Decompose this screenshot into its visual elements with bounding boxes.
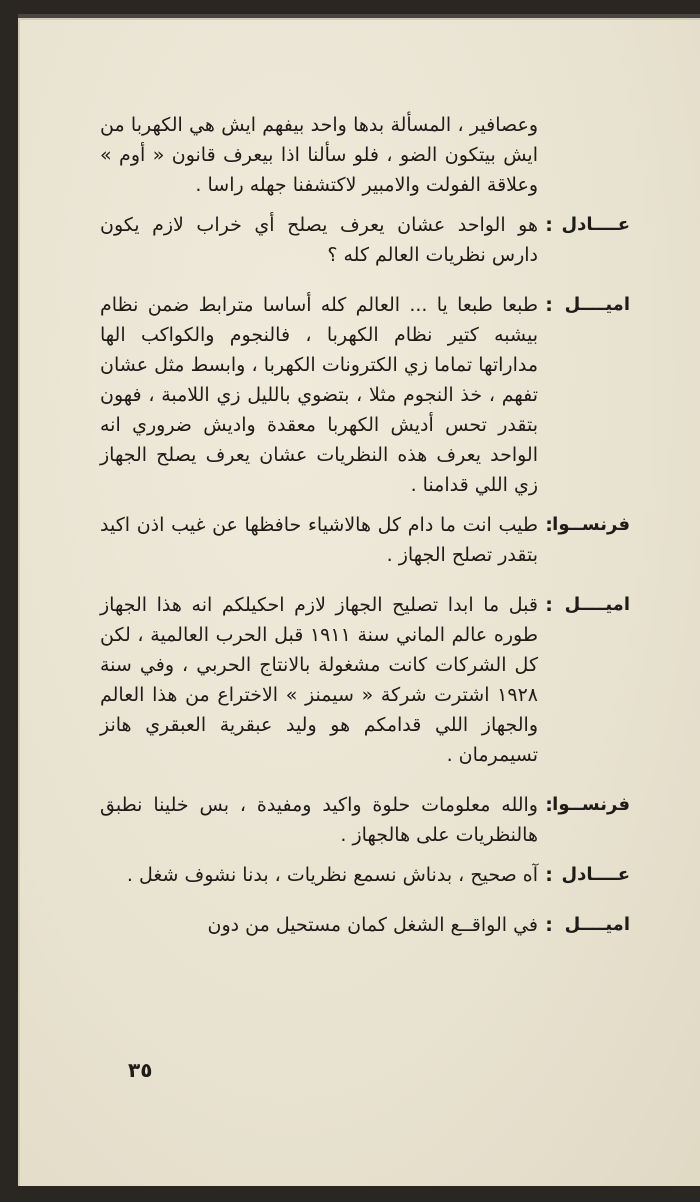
speaker-name: عــــادل [561, 214, 630, 235]
speaker-name: اميــــل [564, 914, 630, 935]
speaker-colon: : [545, 214, 553, 236]
speaker-colon: : [545, 914, 553, 936]
dialogue-line: طيب انت ما دام كل هالاشياء حافظها عن غيب اذن اكيد بتقدر تصلح الجهاز . [100, 514, 538, 566]
speaker-colon: : [545, 794, 553, 816]
dialogue-entry [100, 210, 630, 270]
dialogue-line: في الواقــع الشغل كمان مستحيل من دون [207, 914, 538, 936]
speaker-name: عــــادل [561, 864, 630, 885]
dialogue-entry [100, 510, 630, 570]
dialogue-entry [100, 790, 630, 850]
speaker-name: اميــــل [564, 294, 630, 315]
speaker-colon: : [545, 294, 553, 316]
dialogue-line: هو الواحد عشان يعرف يصلح أي خراب لازم يكون دارس نظريات العالم كله ؟ [100, 214, 538, 266]
dialogue-line: قبل ما ابدا تصليح الجهاز لازم احكيلكم انه هذا الجهاز طوره عالم الماني سنة ١٩١١ قبل الحرب العالمية ، لكن كل الشركات كانت مشغولة بالانتاج الحربي ، وفي سنة ١٩٢٨ اشترت شركة « سيمنز » الاختراع من هذا العالم والجهاز اللي قدامكم هو وليد عبقرية العبقري هانز تسيمرمان . [100, 594, 538, 766]
dialogue-entry [100, 860, 630, 890]
intro-paragraph: وعصافير ، المسألة بدها واحد بيفهم ايش هي الكهربا من ايش بيتكون الضو ، فلو سألنا اذا بيعرف قانون « أوم » وعلاقة الفولت والامبير لاكتشفنا جهله راسا . [100, 114, 538, 196]
dialogue-line: آه صحيح ، بدناش نسمع نظريات ، بدنا نشوف شغل . [126, 864, 538, 886]
dialogue-line: والله معلومات حلوة واكيد ومفيدة ، بس خلينا نطبق هالنظريات على هالجهاز . [100, 794, 538, 846]
speaker-colon: : [545, 514, 553, 536]
page-number: ٣٥ [128, 1058, 153, 1082]
speaker-colon: : [545, 594, 553, 616]
dialogue-line: طبعا طبعا يا ... العالم كله أساسا مترابط ضمن نظام بيشبه كتير نظام الكهربا ، فالنجوم والكواكب الها مداراتها تماما زي الكترونات الكهربا ، وابسط مثل عشان تفهم ، خذ النجوم مثلا ، بتضوي بالليل زي اللامبة ، فهون بتقدر تحس أديش الكهربا معقدة واديش ضروري انه الواحد يعرف هذه النظريات عشان يعرف يصلح الجهاز زي اللي قدامنا . [100, 294, 538, 496]
speaker-name: فرنســوا [552, 514, 630, 535]
speaker-name: اميــــل [564, 594, 630, 615]
speaker-name: فرنســوا [552, 794, 630, 815]
dialogue-text [100, 110, 630, 940]
dialogue-entry [100, 590, 630, 770]
speaker-colon: : [545, 864, 553, 886]
dialogue-entry [100, 290, 630, 500]
dialogue-entry [100, 910, 630, 940]
